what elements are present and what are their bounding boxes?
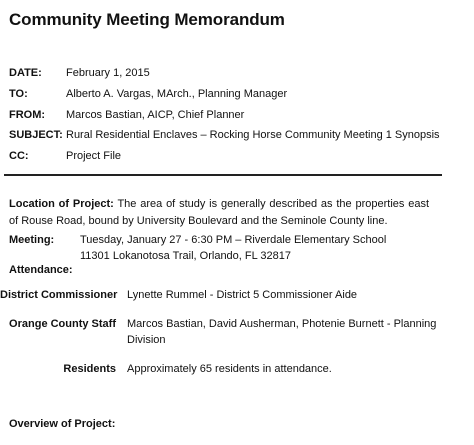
to-value: Alberto A. Vargas, MArch., Planning Manager (66, 88, 288, 100)
attendance-group-county-staff: Orange County Staff (9, 318, 116, 330)
from-value: Marcos Bastian, AICP, Chief Planner (66, 109, 245, 121)
location-paragraph (9, 196, 429, 230)
meeting-line-2: 11301 Lokanotosa Trail, Orlando, FL 32817 (80, 250, 291, 262)
location-text: The area of study is generally described as the properties east of Rouse Road, bound by University Boulevard and the Seminole County line. (9, 198, 430, 227)
cc-value: Project File (66, 150, 122, 162)
date-label: DATE: (9, 67, 42, 79)
attendance-group-district-commissioner: District Commissioner (0, 289, 118, 301)
to-label: TO: (9, 88, 28, 100)
subject-value: Rural Residential Enclaves – Rocking Horse Community Meeting 1 Synopsis (66, 129, 440, 141)
meeting-line-1: Tuesday, January 27 - 6:30 PM – Riverdale Elementary School (80, 234, 387, 246)
location-label: Location of Project: (9, 198, 114, 210)
attendance-label: Attendance: (9, 264, 73, 276)
attendance-group-residents: Residents (63, 363, 116, 375)
attendance-text-district-commissioner: Lynette Rummel - District 5 Commissioner Aide (127, 289, 358, 301)
attendance-text-county-staff-cont: Division (127, 334, 166, 346)
from-label: FROM: (9, 109, 46, 121)
attendance-text-county-staff: Marcos Bastian, David Ausherman, Photenie Burnett - Planning (127, 318, 437, 330)
overview-label: Overview of Project: (9, 418, 116, 430)
date-value: February 1, 2015 (66, 67, 150, 79)
cc-label: CC: (9, 150, 29, 162)
meeting-label: Meeting: (9, 234, 55, 246)
attendance-text-residents: Approximately 65 residents in attendance. (127, 363, 332, 375)
header-divider (4, 174, 442, 176)
memo-title: Community Meeting Memorandum (9, 10, 285, 29)
subject-label: SUBJECT: (9, 129, 63, 141)
